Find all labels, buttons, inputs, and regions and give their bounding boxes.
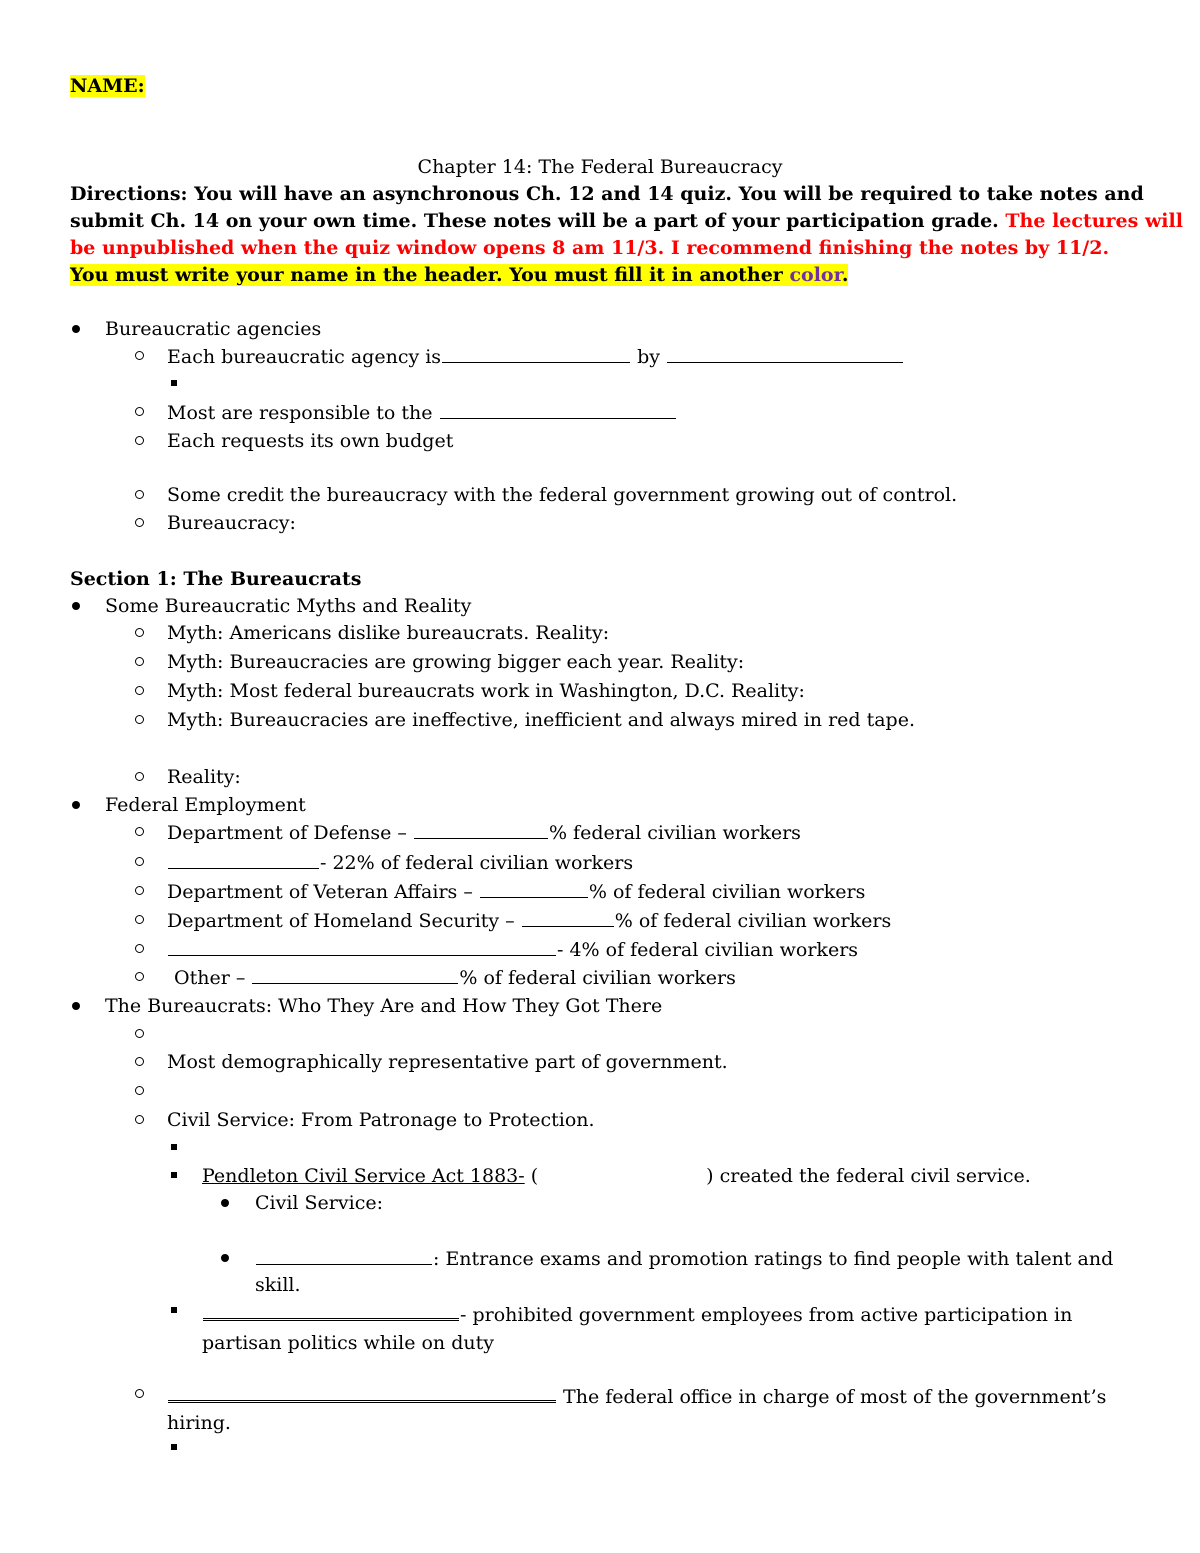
homeland-text-a: Department of Homeland Security – bbox=[167, 910, 515, 932]
bullet-circle-icon bbox=[135, 628, 144, 637]
directions-text: submit Ch. 14 on your own time. These notes will be a part of your participation grade. bbox=[70, 210, 999, 232]
hatch-act-cont: partisan politics while on duty bbox=[202, 1332, 494, 1354]
bullet-circle-icon bbox=[135, 715, 144, 724]
bullet-circle-icon bbox=[135, 436, 144, 445]
agencies-heading: Bureaucratic agencies bbox=[105, 318, 322, 340]
color-word: color bbox=[789, 264, 842, 286]
employment-row-2-text: - 22% of federal civilian workers bbox=[320, 852, 634, 874]
fill-blank[interactable] bbox=[256, 1246, 432, 1265]
agencies-item-2 bbox=[167, 400, 677, 425]
bullet-circle-icon bbox=[135, 1086, 144, 1095]
bullet-disc-icon bbox=[221, 1199, 229, 1207]
directions-line-2 bbox=[70, 209, 1183, 233]
civil-service-definition: Civil Service: bbox=[255, 1192, 383, 1214]
bullet-circle-icon bbox=[135, 1115, 144, 1124]
employment-other bbox=[174, 965, 736, 990]
bullet-disc-icon bbox=[72, 801, 80, 809]
bullet-circle-icon bbox=[135, 857, 144, 866]
employment-heading: Federal Employment bbox=[105, 794, 306, 816]
pendleton-text: ) created the federal civil service. bbox=[706, 1165, 1031, 1187]
fill-blank[interactable] bbox=[667, 344, 903, 363]
directions-red-text: The lectures will bbox=[1005, 210, 1183, 232]
bullet-circle-icon bbox=[135, 351, 144, 360]
merit-exams-line bbox=[255, 1246, 1113, 1271]
employment-row-5 bbox=[167, 937, 858, 962]
civil-service-line: Civil Service: From Patronage to Protection. bbox=[167, 1109, 595, 1131]
fill-blank[interactable] bbox=[522, 908, 614, 927]
veterans-text-a: Department of Veteran Affairs – bbox=[167, 881, 473, 903]
veterans-text-b: % of federal civilian workers bbox=[588, 881, 866, 903]
employment-row-5-text: - 4% of federal civilian workers bbox=[557, 939, 859, 961]
agencies-item-3: Each requests its own budget bbox=[167, 430, 454, 452]
name-instruction-text: You must write your name in the header. You must fill it in another bbox=[70, 264, 783, 286]
opm-text: The federal office in charge of most of the government’s bbox=[563, 1386, 1107, 1408]
bullet-disc-icon bbox=[72, 325, 80, 333]
opm-cont: hiring. bbox=[167, 1412, 231, 1434]
myths-heading: Some Bureaucratic Myths and Reality bbox=[105, 595, 472, 617]
representative-line: Most demographically representative part of government. bbox=[167, 1051, 728, 1073]
bullet-circle-icon bbox=[135, 1029, 144, 1038]
agency-item-1-text-a: Each bureaucratic agency is bbox=[167, 346, 442, 368]
bullet-square-icon bbox=[171, 380, 177, 386]
fill-blank[interactable] bbox=[168, 850, 319, 869]
myth-4: Myth: Bureaucracies are ineffective, inefficient and always mired in red tape. bbox=[167, 709, 916, 731]
name-label-line bbox=[70, 74, 145, 98]
bullet-disc-icon bbox=[72, 1002, 80, 1010]
fill-blank[interactable] bbox=[442, 344, 630, 363]
bullet-disc-icon bbox=[221, 1254, 229, 1262]
bullet-circle-icon bbox=[135, 1389, 144, 1398]
bullet-circle-icon bbox=[135, 915, 144, 924]
agency-item-2-text: Most are responsible to the bbox=[167, 402, 433, 424]
directions-line-1: Directions: You will have an asynchronous Ch. 12 and 14 quiz. You will be required to take notes and bbox=[70, 183, 1144, 205]
bullet-circle-icon bbox=[135, 972, 144, 981]
fill-blank[interactable] bbox=[168, 937, 556, 956]
pendleton-open-paren: ( bbox=[530, 1165, 539, 1187]
myth-2: Myth: Bureaucracies are growing bigger each year. Reality: bbox=[167, 651, 745, 673]
bullet-circle-icon bbox=[135, 827, 144, 836]
bullet-circle-icon bbox=[135, 944, 144, 953]
fill-blank[interactable] bbox=[168, 1382, 556, 1403]
instruction-period: . bbox=[841, 264, 849, 286]
bullet-circle-icon bbox=[135, 490, 144, 499]
hatch-act-line bbox=[202, 1300, 1072, 1327]
bullet-circle-icon bbox=[135, 657, 144, 666]
fill-blank[interactable] bbox=[203, 1300, 459, 1321]
reality-line: Reality: bbox=[167, 766, 241, 788]
pendleton-act: Pendleton Civil Service Act 1883- bbox=[202, 1165, 525, 1187]
bullet-circle-icon bbox=[135, 518, 144, 527]
bullet-circle-icon bbox=[135, 772, 144, 781]
fill-blank[interactable] bbox=[480, 879, 588, 898]
bullet-square-icon bbox=[171, 1172, 177, 1178]
defense-text-b: % federal civilian workers bbox=[548, 822, 801, 844]
hatch-act-text: - prohibited government employees from active participation in bbox=[460, 1304, 1073, 1326]
bullet-square-icon bbox=[171, 1307, 177, 1313]
employment-defense bbox=[167, 820, 801, 845]
bullet-square-icon bbox=[171, 1144, 177, 1150]
other-text-b: % of federal civilian workers bbox=[459, 967, 736, 989]
agencies-item-1 bbox=[167, 344, 904, 369]
myth-1: Myth: Americans dislike bureaucrats. Reality: bbox=[167, 622, 610, 644]
homeland-text-b: % of federal civilian workers bbox=[614, 910, 892, 932]
pendleton-line bbox=[202, 1164, 1031, 1188]
bullet-disc-icon bbox=[72, 602, 80, 610]
other-text-a: Other – bbox=[174, 967, 246, 989]
directions-line-3: be unpublished when the quiz window opens 8 am 11/3. I recommend finishing the notes by 11/2. bbox=[70, 237, 1110, 259]
defense-text-a: Department of Defense – bbox=[167, 822, 407, 844]
page-title: Chapter 14: The Federal Bureaucracy bbox=[417, 156, 783, 178]
name-instruction bbox=[70, 264, 848, 286]
bullet-circle-icon bbox=[135, 1057, 144, 1066]
directions-line-4 bbox=[70, 263, 848, 287]
section-1-heading: Section 1: The Bureaucrats bbox=[70, 568, 362, 590]
employment-veterans bbox=[167, 879, 865, 904]
agencies-item-5: Bureaucracy: bbox=[167, 512, 296, 534]
bullet-circle-icon bbox=[135, 886, 144, 895]
merit-exams-text: : Entrance exams and promotion ratings to find people with talent and bbox=[433, 1248, 1114, 1270]
fill-blank[interactable] bbox=[252, 965, 458, 984]
bullet-circle-icon bbox=[135, 407, 144, 416]
bureaucrats-heading: The Bureaucrats: Who They Are and How They Got There bbox=[105, 995, 663, 1017]
myth-3: Myth: Most federal bureaucrats work in Washington, D.C. Reality: bbox=[167, 680, 805, 702]
agencies-item-4: Some credit the bureaucracy with the federal government growing out of control. bbox=[167, 484, 958, 506]
merit-exams-cont: skill. bbox=[255, 1274, 301, 1296]
agency-item-1-text-b: by bbox=[637, 346, 661, 368]
fill-blank[interactable] bbox=[414, 820, 548, 839]
bullet-circle-icon bbox=[135, 686, 144, 695]
bullet-square-icon bbox=[171, 1444, 177, 1450]
fill-blank[interactable] bbox=[440, 400, 676, 419]
employment-row-2 bbox=[167, 850, 633, 875]
opm-line bbox=[167, 1382, 1106, 1409]
name-label: NAME: bbox=[70, 75, 145, 97]
employment-homeland bbox=[167, 908, 891, 933]
